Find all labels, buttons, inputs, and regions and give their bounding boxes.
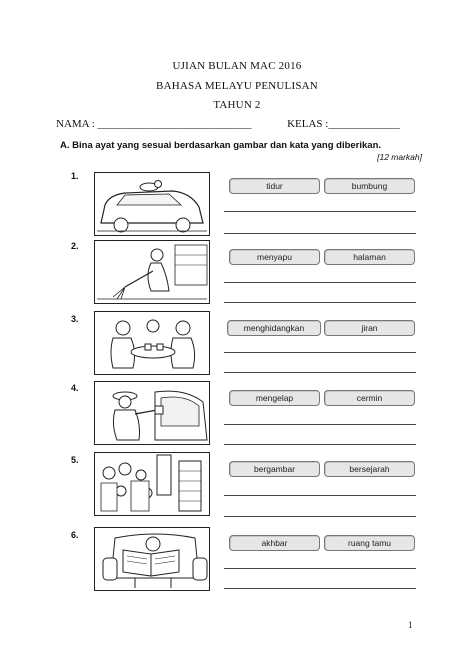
class-field[interactable]: KELAS :_____________ (287, 118, 400, 130)
answer-line[interactable] (224, 233, 416, 234)
question-number: 3. (71, 314, 79, 324)
question-number: 6. (71, 530, 79, 540)
word-box: akhbar (229, 535, 320, 551)
question-number: 4. (71, 383, 79, 393)
man-wiping-mirror-illustration (94, 381, 210, 445)
word-box: mengelap (229, 390, 320, 406)
man-reading-newspaper-illustration (94, 527, 210, 591)
word-box: bersejarah (324, 461, 415, 477)
answer-line[interactable] (224, 568, 416, 569)
year-title: TAHUN 2 (213, 99, 261, 111)
question-number: 2. (71, 241, 79, 251)
car-and-cat-illustration (94, 172, 210, 236)
student-info-row (56, 118, 400, 130)
subject-title: BAHASA MELAYU PENULISAN (156, 80, 318, 92)
word-box: jiran (324, 320, 415, 336)
name-field[interactable]: NAMA : ____________________________ (56, 118, 252, 130)
family-photo-at-monument-illustration (94, 452, 210, 516)
marks-label: [12 markah] (377, 152, 422, 162)
neighbours-at-table-illustration (94, 311, 210, 375)
word-box: halaman (324, 249, 415, 265)
answer-line[interactable] (224, 211, 416, 212)
question-number: 5. (71, 455, 79, 465)
question-number: 1. (71, 171, 79, 181)
word-box: bumbung (324, 178, 415, 194)
page-number: 1 (408, 620, 413, 630)
answer-line[interactable] (224, 588, 416, 589)
word-box: cermin (324, 390, 415, 406)
section-instruction: A. Bina ayat yang sesuai berdasarkan gambar dan kata yang diberikan. (60, 140, 382, 151)
word-box: bergambar (229, 461, 320, 477)
answer-line[interactable] (224, 282, 416, 283)
woman-sweeping-illustration (94, 240, 210, 304)
answer-line[interactable] (224, 516, 416, 517)
word-box: menghidangkan (227, 320, 321, 336)
word-box: ruang tamu (324, 535, 415, 551)
word-box: menyapu (229, 249, 320, 265)
exam-title: UJIAN BULAN MAC 2016 (172, 60, 302, 72)
answer-line[interactable] (224, 352, 416, 353)
answer-line[interactable] (224, 444, 416, 445)
answer-line[interactable] (224, 302, 416, 303)
answer-line[interactable] (224, 424, 416, 425)
answer-line[interactable] (224, 372, 416, 373)
answer-line[interactable] (224, 495, 416, 496)
word-box: tidur (229, 178, 320, 194)
